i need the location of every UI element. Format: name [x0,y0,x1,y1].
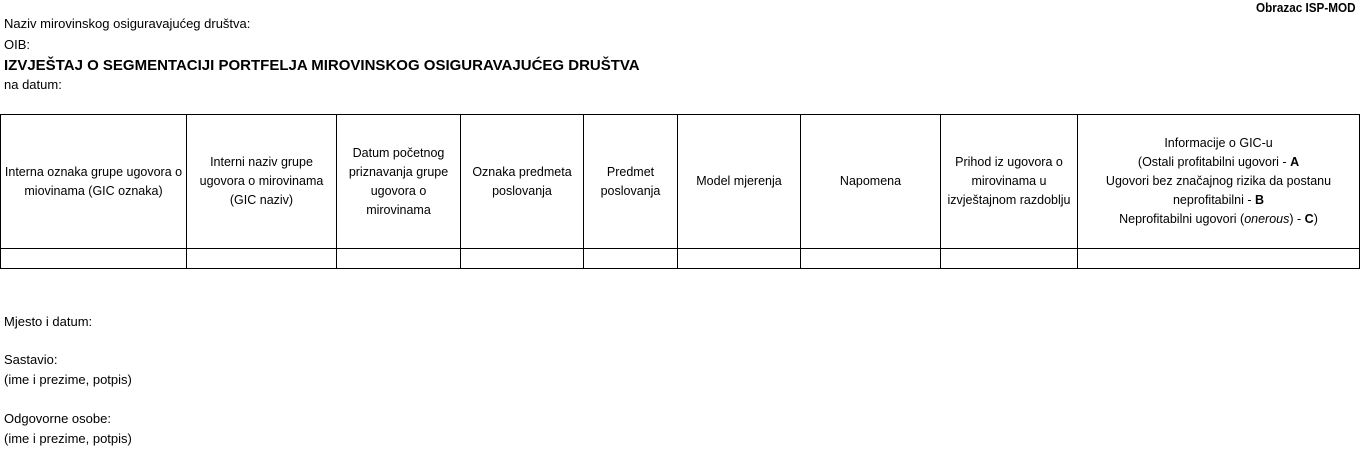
responsible-label: Odgovorne osobe: [4,411,111,426]
col-business-subject: Predmet poslovanja [584,115,678,249]
cell-gic-info[interactable] [1078,249,1360,269]
col-recognition-date: Datum početnog priznavanja grupe ugovora o mirovinama [337,115,461,249]
gic-info-line-c: Neprofitabilni ugovori (onerous) - C) [1119,212,1318,226]
cell-recognition-date[interactable] [337,249,461,269]
col-gic-info [1078,115,1360,249]
report-title: IZVJEŠTAJ O SEGMENTACIJI PORTFELJA MIROVINSKOG OSIGURAVAJUĆEG DRUŠTVA [4,57,640,74]
compiled-label: Sastavio: [4,352,58,367]
col-revenue: Prihod iz ugovora o mirovinama u izvještajnom razdoblju [941,115,1078,249]
compiled-hint: (ime i prezime, potpis) [4,372,132,387]
cell-gic-code[interactable] [1,249,187,269]
date-label: na datum: [4,77,62,92]
gic-info-title: Informacije o GIC-u [1164,136,1273,150]
responsible-hint: (ime i prezime, potpis) [4,431,132,446]
company-name-label: Naziv mirovinskog osiguravajućeg društva: [4,16,251,31]
oib-label: OIB: [4,37,31,52]
form-code: Obrazac ISP-MOD [1256,0,1356,15]
cell-note[interactable] [801,249,941,269]
cell-measurement-model[interactable] [678,249,801,269]
cell-business-code[interactable] [461,249,584,269]
cell-revenue[interactable] [941,249,1078,269]
col-gic-name: Interni naziv grupe ugovora o mirovinama (GIC naziv) [187,115,337,249]
gic-info-line-a: (Ostali profitabilni ugovori - A [1137,155,1300,169]
col-measurement-model: Model mjerenja [678,115,801,249]
table-header-row [1,115,1360,249]
cell-gic-name[interactable] [187,249,337,269]
col-gic-code: Interna oznaka grupe ugovora o miovinama (GIC oznaka) [1,115,187,249]
gic-info-line-b: Ugovori bez značajnog rizika da postanu neprofitabilni - B [1105,174,1332,207]
place-date-label: Mjesto i datum: [4,314,93,329]
col-note: Napomena [801,115,941,249]
col-business-code: Oznaka predmeta poslovanja [461,115,584,249]
table-data-row [1,249,1360,269]
segmentation-table [0,114,1360,269]
cell-business-subject[interactable] [584,249,678,269]
